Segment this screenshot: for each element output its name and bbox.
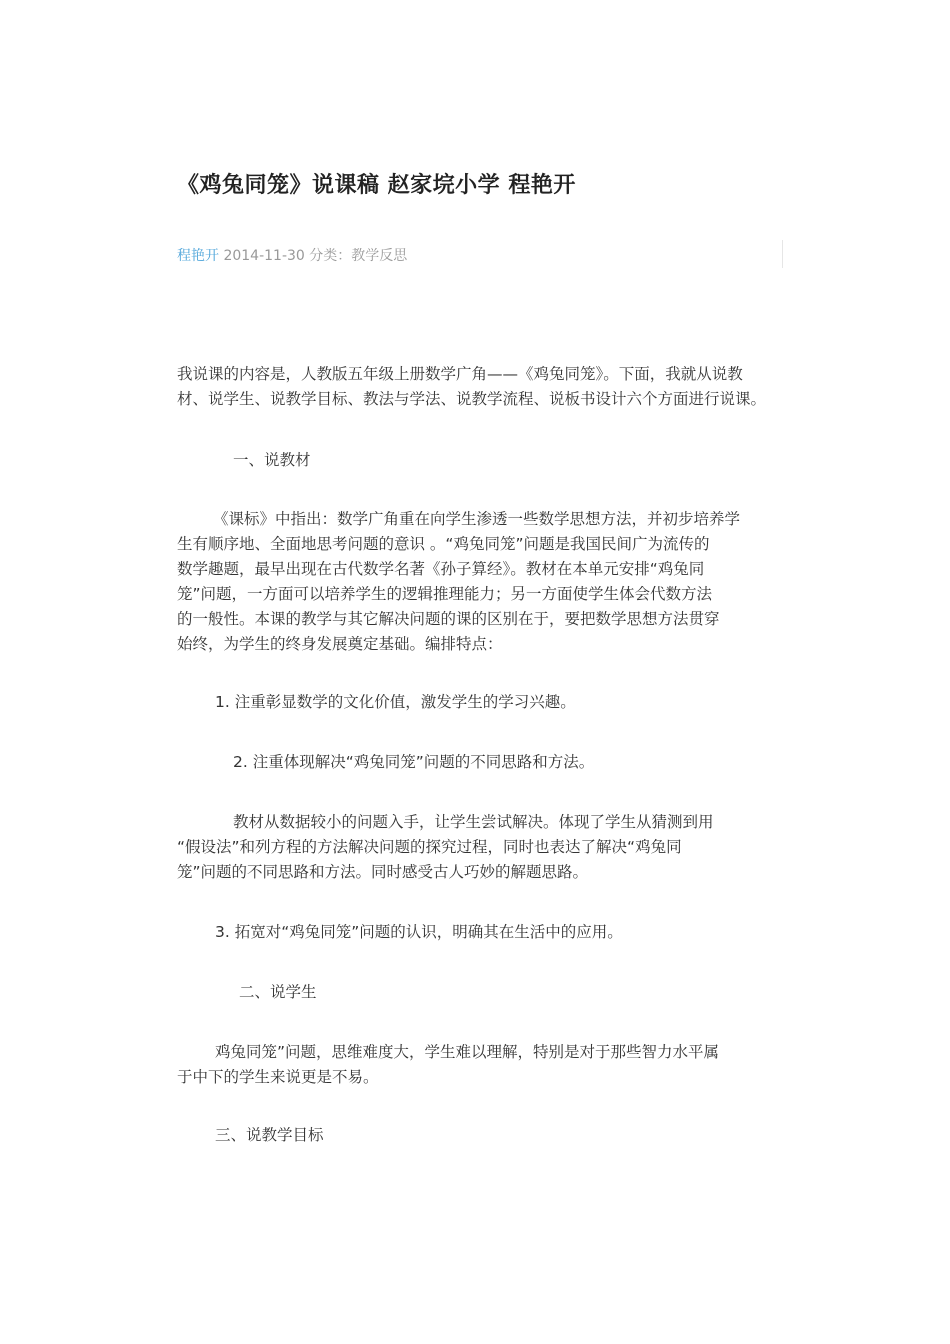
list-item-point-3: 3. 拓宽对“鸡兔同笼”问题的认识，明确其在生活中的应用。 (215, 923, 623, 941)
paragraph-line: 于中下的学生来说更是不易。 (177, 1068, 379, 1086)
paragraph-line: 笼”问题的不同思路和方法。同时感受古人巧妙的解题思路。 (177, 863, 589, 881)
paragraph-line: 材、说学生、说教学目标、教法与学法、说教学流程、说板书设计六个方面进行说课。 (177, 390, 767, 408)
publish-date: 2014-11-30 (223, 248, 305, 264)
section2-paragraph (177, 1040, 777, 1090)
section1-paragraph (177, 507, 777, 657)
category-label: 分类：教学反思 (309, 248, 408, 264)
author-link[interactable]: 程艳开 (177, 248, 219, 264)
paragraph-line: 笼”问题，一方面可以培养学生的逻辑推理能力；另一方面使学生体会代数方法 (177, 585, 713, 603)
section-heading-objectives: 三、说教学目标 (215, 1126, 324, 1144)
paragraph-line: “假设法”和列方程的方法解决问题的探究过程，同时也表达了解决“鸡兔同 (177, 838, 682, 856)
section-heading-students: 二、说学生 (239, 983, 317, 1001)
paragraph-line: 生有顺序地、全面地思考问题的意识 。“鸡兔同笼”问题是我国民间广为流传的 (177, 535, 710, 553)
list-item-point-1: 1. 注重彰显数学的文化价值，激发学生的学习兴趣。 (215, 693, 576, 711)
paragraph-line: 教材从数据较小的问题入手，让学生尝试解决。体现了学生从猜测到用 (233, 813, 714, 831)
intro-paragraph (177, 362, 777, 412)
paragraph-line: 我说课的内容是，人教版五年级上册数学广角——《鸡兔同笼》。下面，我就从说教 (177, 365, 743, 383)
article-meta (177, 245, 407, 265)
paragraph-line: 鸡兔同笼”问题，思维难度大，学生难以理解，特别是对于那些智力水平属 (215, 1043, 720, 1061)
section-heading-textbook: 一、说教材 (233, 451, 311, 469)
paragraph-line: 数学趣题，最早出现在古代数学名著《孙子算经》。教材在本单元安排“鸡兔同 (177, 560, 705, 578)
meta-divider (782, 240, 783, 268)
paragraph-line: 始终，为学生的终身发展奠定基础。编排特点： (177, 635, 503, 653)
point2-paragraph (177, 810, 777, 885)
list-item-point-2: 2. 注重体现解决“鸡兔同笼”问题的不同思路和方法。 (233, 753, 595, 771)
paragraph-line: 《课标》中指出：数学广角重在向学生渗透一些数学思想方法，并初步培养学 (213, 510, 741, 528)
paragraph-line: 的一般性。本课的教学与其它解决问题的课的区别在于，要把数学思想方法贯穿 (177, 610, 720, 628)
article-title: 《鸡兔同笼》说课稿 赵家垸小学 程艳开 (177, 173, 576, 198)
